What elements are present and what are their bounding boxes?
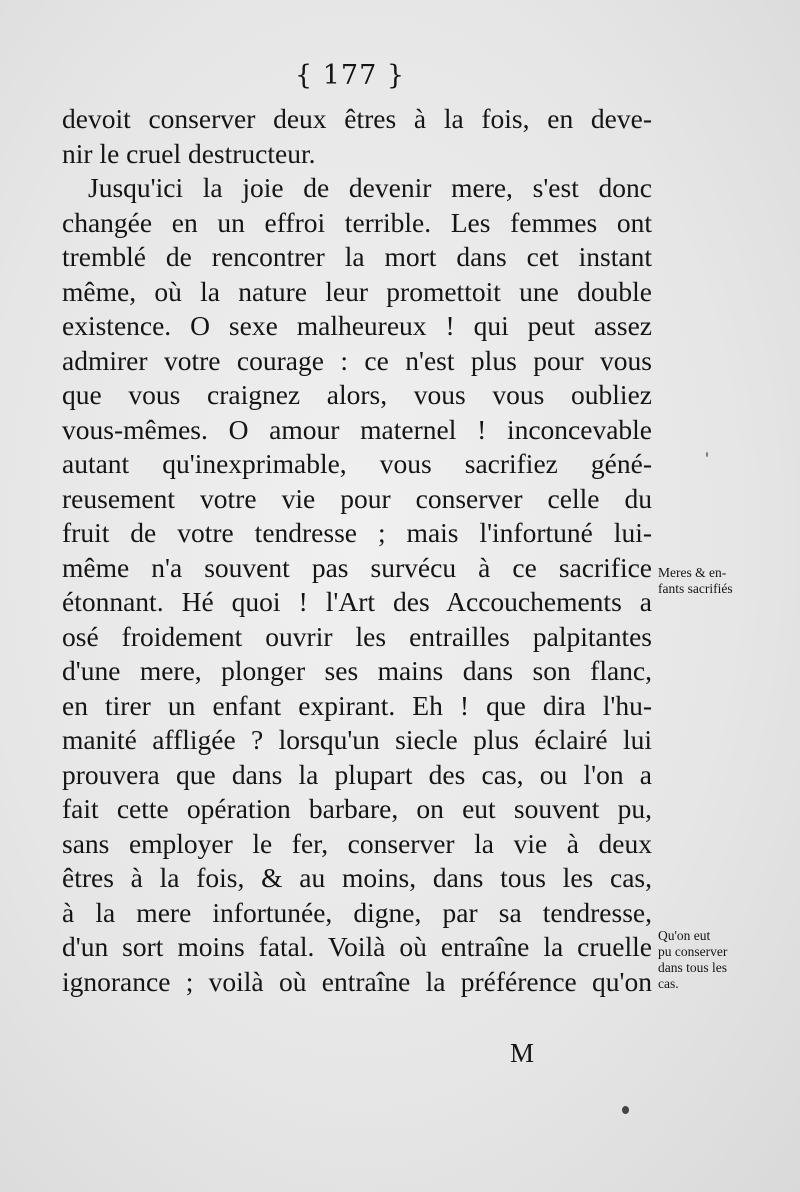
text-line: étonnant. Hé quoi ! l'Art des Accouchements a (62, 586, 652, 617)
text-line: existence. O sexe malheureux ! qui peut assez (62, 310, 652, 341)
text-line: vous-mêmes. O amour maternel ! inconcevable (62, 413, 652, 445)
text-line: prouvera que dans la plupart des cas, ou l'on a (62, 758, 652, 790)
margin-note (658, 928, 792, 992)
text-line: fruit de votre tendresse ; mais l'infortuné lui- (62, 517, 652, 548)
text-line: osé froidement ouvrir les entrailles palpitantes (62, 620, 652, 652)
text-line: fait cette opération barbare, on eut souvent pu, (62, 793, 652, 824)
text-line: admirer votre courage : ce n'est plus pour vous (62, 344, 652, 376)
text-line: tremblé de rencontrer la mort dans cet instant (62, 241, 652, 272)
page-number: { 177 } (294, 60, 406, 91)
text-line: Jusqu'ici la joie de devenir mere, s'est donc (88, 172, 652, 203)
text-line: changée en un effroi terrible. Les femmes ont (62, 206, 652, 238)
text-line: d'un sort moins fatal. Voilà où entraîne la cruelle (62, 931, 652, 962)
text-line: même n'a souvent pas survécu à ce sacrifice (62, 551, 652, 583)
margin-note-line: dans tous les (658, 960, 727, 975)
margin-note-line: cas. (658, 976, 679, 991)
margin-note-line: Qu'on eut (658, 928, 711, 943)
text-line: d'une mere, plonger ses mains dans son flanc, (62, 655, 652, 686)
main-text-block (62, 102, 652, 999)
text-line: que vous craignez alors, vous vous oubliez (62, 379, 652, 410)
text-line: nir le cruel destructeur. (62, 137, 316, 169)
ink-speck (622, 1106, 629, 1114)
text-line: sans employer le fer, conserver la vie à deux (62, 827, 652, 859)
text-line: en tirer un enfant expirant. Eh ! que dira l'hu- (62, 689, 652, 721)
text-line: ignorance ; voilà où entraîne la préférence qu'on (62, 965, 652, 997)
margin-note-line: Meres & en- (658, 565, 727, 580)
margin-note-line: fants sacrifiés (658, 581, 733, 596)
text-line: reusement votre vie pour conserver celle du (62, 482, 652, 514)
text-line: êtres à la fois, & au moins, dans tous les cas, (62, 862, 652, 893)
text-line: autant qu'inexprimable, vous sacrifiez géné- (62, 448, 652, 479)
ink-speck (706, 452, 708, 457)
text-line: manité affligée ? lorsqu'un siecle plus éclairé lui (62, 724, 652, 755)
text-line: devoit conserver deux êtres à la fois, en deve- (62, 103, 652, 134)
catchword: M (510, 1038, 535, 1068)
margin-note-line: pu conserver (658, 944, 728, 959)
margin-note (658, 565, 792, 597)
text-line: même, où la nature leur promettoit une double (62, 275, 652, 307)
text-line: à la mere infortunée, digne, par sa tendresse, (62, 896, 652, 928)
